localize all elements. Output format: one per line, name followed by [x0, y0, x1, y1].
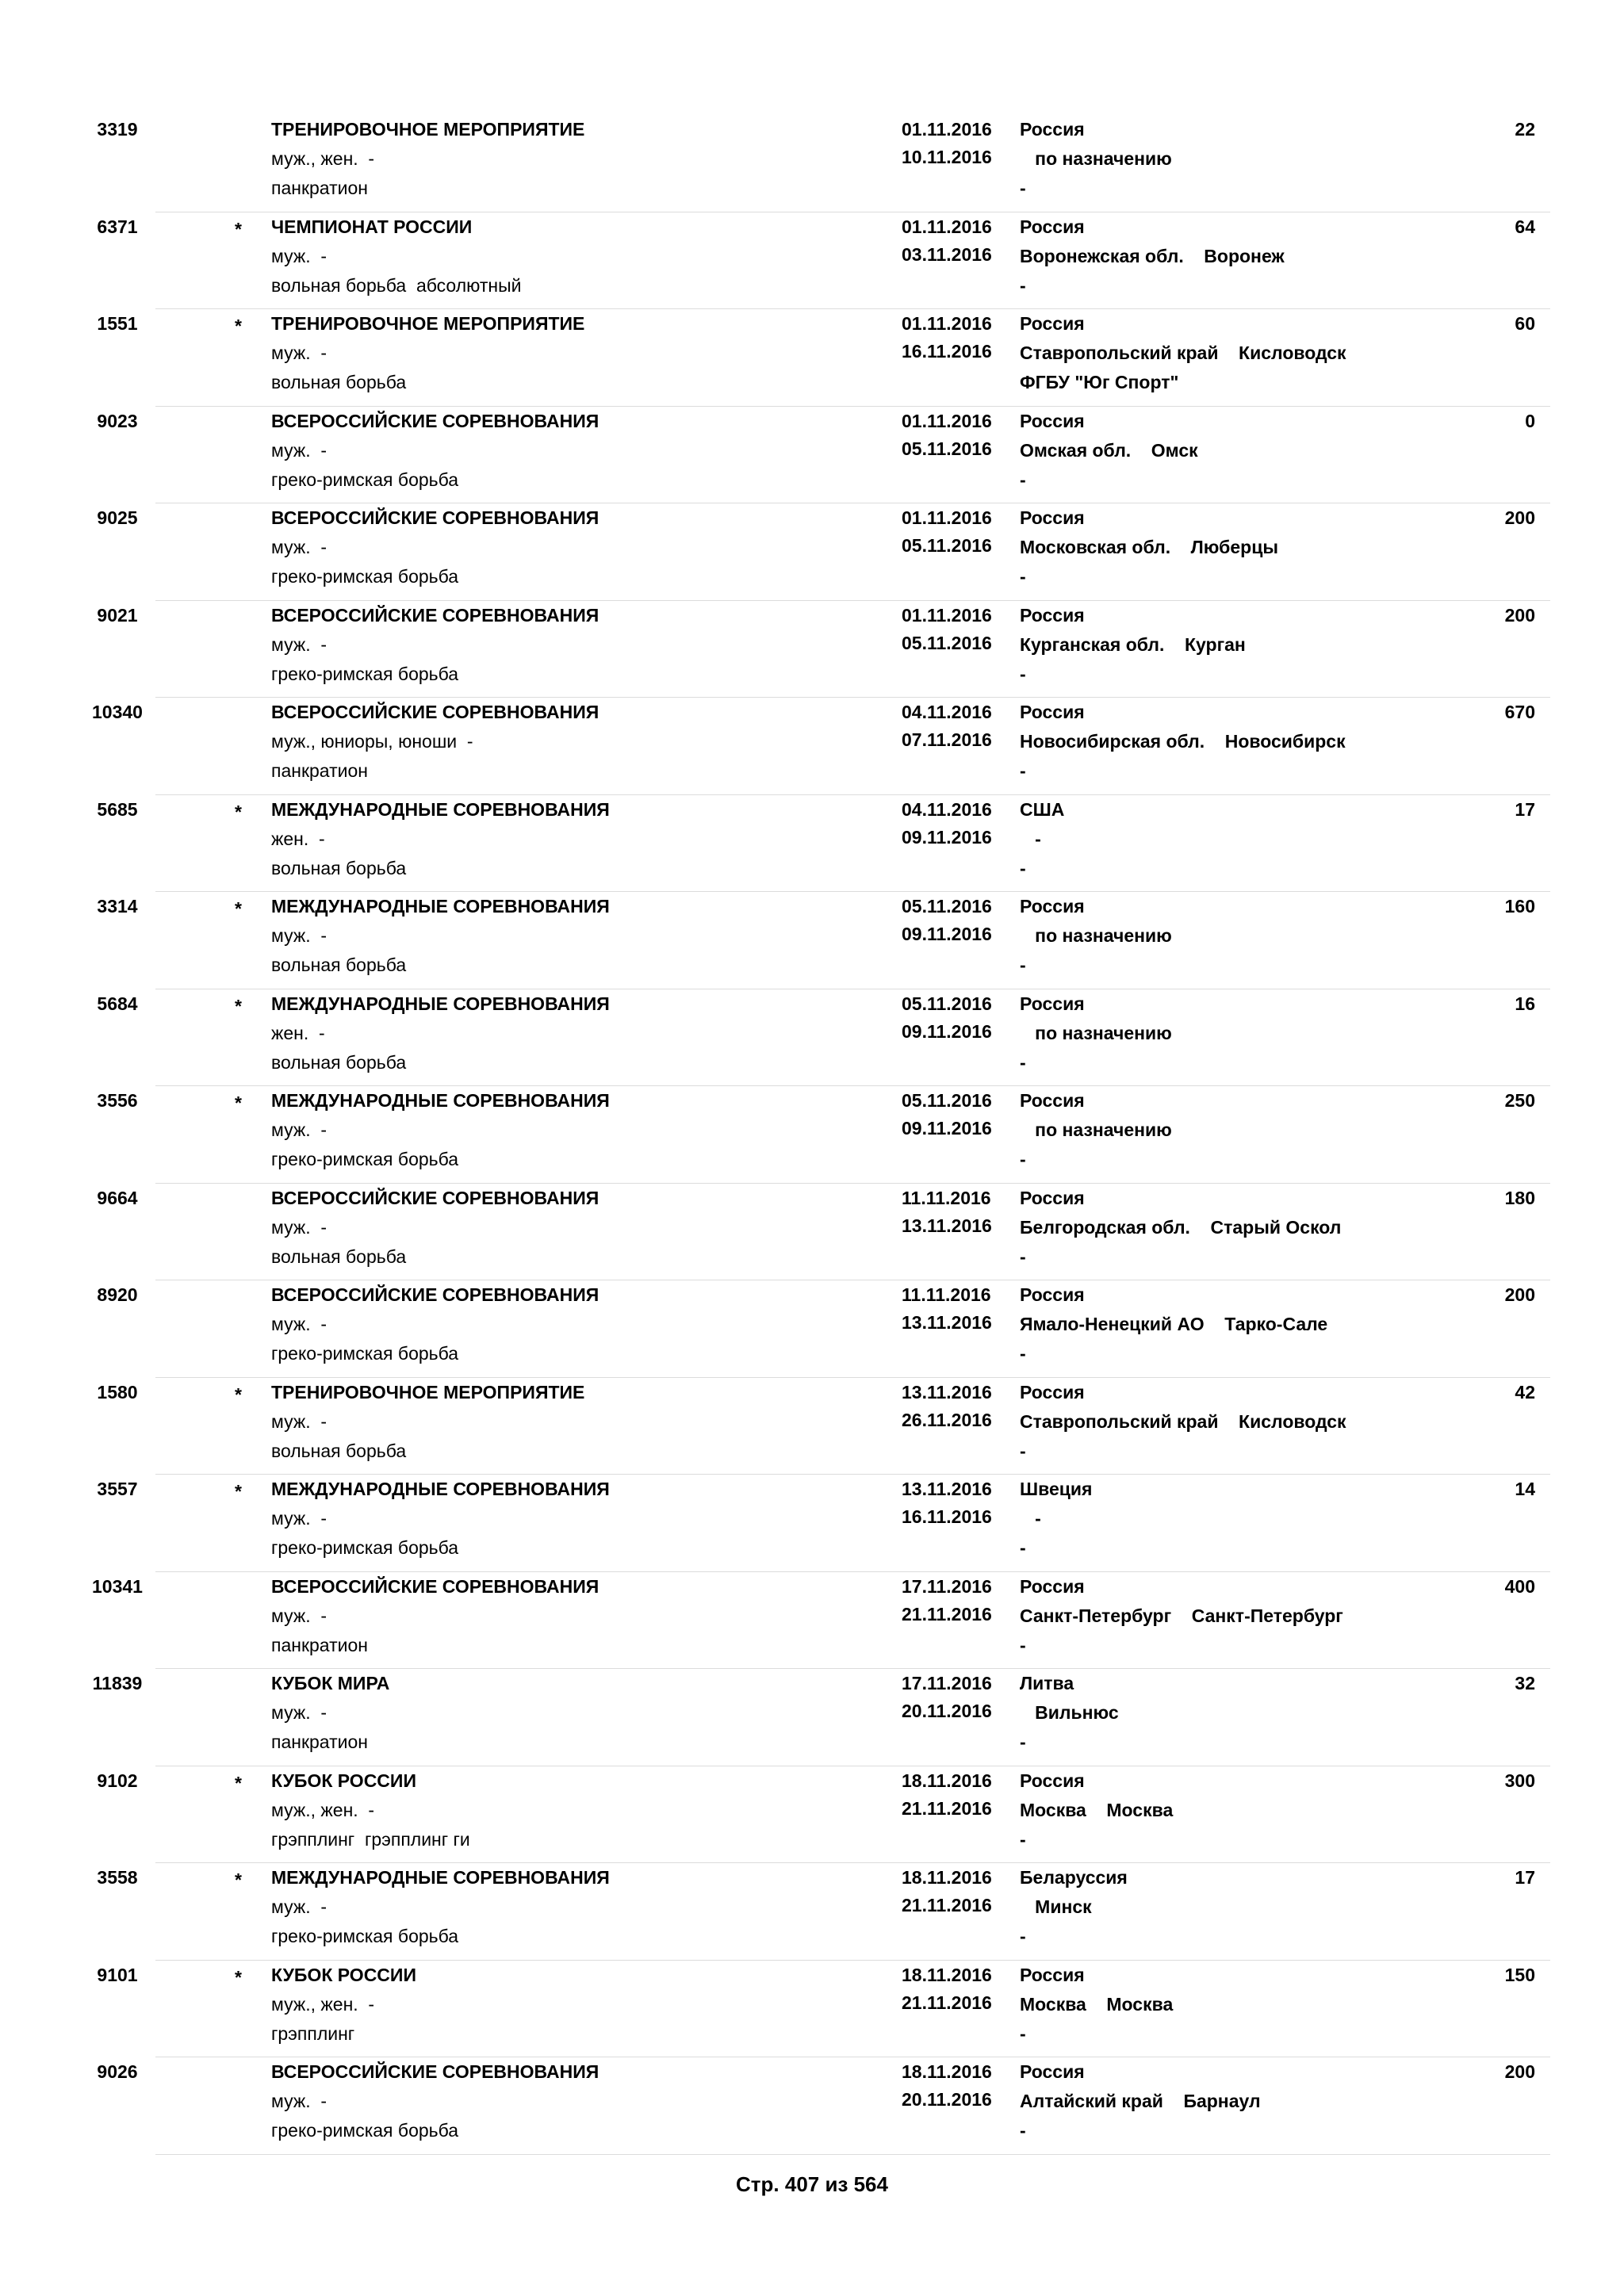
- event-title: МЕЖДУНАРОДНЫЕ СОРЕВНОВАНИЯ: [271, 896, 610, 916]
- event-end-date: 21.11.2016: [902, 1797, 992, 1819]
- event-location: Курганская обл. Курган: [1020, 633, 1246, 655]
- event-discipline: вольная борьба абсолютный: [271, 274, 522, 296]
- event-country: Россия: [1020, 993, 1085, 1014]
- event-end-date: 13.11.2016: [902, 1215, 992, 1236]
- event-discipline: грэпплинг грэпплинг ги: [271, 1828, 470, 1850]
- event-participant-count: 16: [1515, 993, 1535, 1014]
- event-participant-count: 200: [1504, 1284, 1535, 1305]
- table-row: [97, 795, 1550, 893]
- event-country: США: [1020, 798, 1065, 820]
- event-end-date: 26.11.2016: [902, 1409, 992, 1430]
- event-title: МЕЖДУНАРОДНЫЕ СОРЕВНОВАНИЯ: [271, 993, 610, 1014]
- event-participants: муж. -: [271, 1314, 327, 1334]
- event-participant-count: 22: [1515, 119, 1535, 140]
- event-participants: муж. -: [271, 342, 327, 363]
- event-participants: муж., жен. -: [271, 148, 375, 169]
- event-country: Россия: [1020, 1964, 1085, 1985]
- event-country: Россия: [1020, 216, 1085, 237]
- table-row: [92, 1669, 1550, 1766]
- event-participants: муж., юниоры, юноши -: [271, 731, 473, 752]
- event-start-date: 17.11.2016: [902, 1575, 992, 1597]
- event-start-date: 11.11.2016: [902, 1187, 991, 1208]
- event-end-date: 09.11.2016: [902, 924, 992, 944]
- event-organizer: -: [1020, 1051, 1026, 1073]
- event-number: 9021: [97, 604, 138, 626]
- event-participant-count: 17: [1515, 798, 1535, 820]
- event-title: МЕЖДУНАРОДНЫЕ СОРЕВНОВАНИЯ: [271, 1479, 610, 1499]
- event-country: Швеция: [1020, 1479, 1093, 1499]
- event-location: Санкт-Петербург Санкт-Петербург: [1020, 1605, 1343, 1626]
- event-title: ВСЕРОССИЙСКИЕ СОРЕВНОВАНИЯ: [271, 2061, 599, 2082]
- event-title: ТРЕНИРОВОЧНОЕ МЕРОПРИЯТИЕ: [271, 119, 585, 140]
- event-title: ТРЕНИРОВОЧНОЕ МЕРОПРИЯТИЕ: [271, 313, 585, 334]
- event-number: 3558: [97, 1867, 138, 1888]
- event-location: по назначению: [1020, 148, 1172, 169]
- event-location: -: [1020, 828, 1041, 849]
- event-number: 6371: [97, 216, 138, 237]
- table-row: [97, 1961, 1550, 2058]
- event-participant-count: 250: [1504, 1090, 1535, 1111]
- event-number: 9026: [97, 2061, 138, 2082]
- event-location: Белгородская обл. Старый Оскол: [1020, 1216, 1342, 1238]
- event-discipline: вольная борьба: [271, 1246, 407, 1267]
- event-country: Россия: [1020, 507, 1085, 528]
- event-organizer: -: [1020, 1634, 1026, 1655]
- event-number: 1580: [97, 1381, 138, 1402]
- event-organizer: -: [1020, 1149, 1026, 1169]
- event-organizer: -: [1020, 1440, 1026, 1461]
- event-start-date: 11.11.2016: [902, 1284, 991, 1305]
- event-end-date: 09.11.2016: [902, 826, 992, 848]
- table-row: [92, 1572, 1550, 1670]
- event-organizer: -: [1020, 857, 1026, 878]
- event-end-date: 21.11.2016: [902, 1992, 992, 2013]
- event-location: Минск: [1020, 1896, 1092, 1917]
- event-title: ВСЕРОССИЙСКИЕ СОРЕВНОВАНИЯ: [271, 410, 599, 431]
- event-end-date: 03.11.2016: [902, 243, 992, 265]
- event-location: по назначению: [1020, 1119, 1172, 1140]
- event-star-marker: *: [235, 218, 242, 239]
- table-row: [92, 698, 1550, 795]
- event-end-date: 10.11.2016: [902, 147, 992, 167]
- event-organizer: ФГБУ "Юг Спорт": [1020, 372, 1179, 392]
- event-participants: муж. -: [271, 1896, 327, 1917]
- event-end-date: 05.11.2016: [902, 632, 992, 653]
- event-end-date: 05.11.2016: [902, 438, 992, 459]
- event-start-date: 18.11.2016: [902, 1867, 992, 1888]
- event-participant-count: 0: [1525, 410, 1535, 431]
- event-participants: муж. -: [271, 1216, 327, 1238]
- event-title: КУБОК РОССИИ: [271, 1770, 416, 1791]
- event-discipline: вольная борьба: [271, 1051, 407, 1073]
- event-start-date: 13.11.2016: [902, 1479, 992, 1499]
- event-title: ВСЕРОССИЙСКИЕ СОРЕВНОВАНИЯ: [271, 1187, 599, 1208]
- event-start-date: 18.11.2016: [902, 2061, 992, 2082]
- event-organizer: -: [1020, 760, 1026, 781]
- event-number: 9101: [97, 1964, 138, 1985]
- event-country: Россия: [1020, 1284, 1085, 1305]
- event-end-date: 16.11.2016: [902, 1506, 992, 1527]
- event-participants: муж., жен. -: [271, 1993, 375, 2015]
- event-participants: муж. -: [271, 2091, 327, 2111]
- event-discipline: панкратион: [271, 760, 368, 781]
- event-title: КУБОК РОССИИ: [271, 1964, 416, 1985]
- event-discipline: греко-римская борьба: [271, 469, 459, 490]
- event-country: Россия: [1020, 1770, 1085, 1791]
- event-number: 9023: [97, 410, 138, 431]
- event-organizer: -: [1020, 1537, 1026, 1558]
- event-country: Россия: [1020, 702, 1085, 722]
- event-discipline: грэпплинг: [271, 2022, 355, 2044]
- page-number: Стр. 407 из 564: [736, 2172, 888, 2196]
- event-organizer: -: [1020, 566, 1026, 587]
- event-star-marker: *: [235, 995, 242, 1016]
- event-participant-count: 160: [1504, 896, 1535, 916]
- event-country: Литва: [1020, 1673, 1074, 1693]
- event-number: 10341: [92, 1575, 143, 1597]
- event-country: Беларуссия: [1020, 1867, 1128, 1888]
- event-title: ТРЕНИРОВОЧНОЕ МЕРОПРИЯТИЕ: [271, 1381, 585, 1402]
- event-location: Новосибирская обл. Новосибирск: [1020, 731, 1346, 752]
- event-number: 11839: [92, 1673, 143, 1693]
- event-participant-count: 64: [1515, 216, 1535, 237]
- event-country: Россия: [1020, 604, 1085, 626]
- event-country: Россия: [1020, 2061, 1085, 2082]
- event-start-date: 18.11.2016: [902, 1964, 992, 1985]
- event-participant-count: 670: [1504, 702, 1535, 722]
- event-location: Воронежская обл. Воронеж: [1020, 245, 1285, 266]
- table-row: [97, 212, 1550, 310]
- event-organizer: -: [1020, 1926, 1026, 1946]
- event-title: МЕЖДУНАРОДНЫЕ СОРЕВНОВАНИЯ: [271, 1090, 610, 1111]
- event-participants: муж. -: [271, 633, 327, 655]
- event-country: Россия: [1020, 119, 1085, 140]
- event-discipline: вольная борьба: [271, 955, 407, 975]
- event-discipline: панкратион: [271, 1732, 368, 1752]
- event-participant-count: 300: [1504, 1770, 1535, 1791]
- event-start-date: 18.11.2016: [902, 1770, 992, 1791]
- event-number: 3314: [97, 896, 138, 916]
- event-participants: муж. -: [271, 537, 327, 557]
- table-row: [97, 989, 1550, 1087]
- event-location: Ставропольский край Кисловодск: [1020, 342, 1346, 363]
- event-star-marker: *: [235, 1869, 242, 1890]
- event-location: по назначению: [1020, 925, 1172, 946]
- event-participant-count: 17: [1515, 1867, 1535, 1888]
- event-number: 3557: [97, 1479, 138, 1499]
- event-start-date: 01.11.2016: [902, 604, 992, 626]
- event-title: МЕЖДУНАРОДНЫЕ СОРЕВНОВАНИЯ: [271, 1867, 610, 1888]
- event-number: 9664: [97, 1187, 138, 1208]
- event-country: Россия: [1020, 313, 1085, 334]
- event-participant-count: 200: [1504, 507, 1535, 528]
- event-country: Россия: [1020, 410, 1085, 431]
- event-location: Ямало-Ненецкий АО Тарко-Сале: [1020, 1314, 1328, 1334]
- event-country: Россия: [1020, 1381, 1085, 1402]
- event-participants: муж. -: [271, 1410, 327, 1432]
- event-country: Россия: [1020, 1575, 1085, 1597]
- event-participants: муж. -: [271, 1508, 327, 1529]
- table-row: [97, 309, 1550, 407]
- event-participant-count: 150: [1504, 1964, 1535, 1985]
- event-discipline: греко-римская борьба: [271, 1149, 459, 1169]
- event-title: КУБОК МИРА: [271, 1673, 390, 1693]
- event-title: ВСЕРОССИЙСКИЕ СОРЕВНОВАНИЯ: [271, 702, 599, 722]
- event-star-marker: *: [235, 1481, 242, 1502]
- event-star-marker: *: [235, 801, 242, 822]
- event-start-date: 05.11.2016: [902, 896, 992, 916]
- table-row: [97, 503, 1550, 601]
- table-row: [97, 601, 1550, 698]
- event-discipline: греко-римская борьба: [271, 1537, 459, 1558]
- event-start-date: 01.11.2016: [902, 313, 992, 334]
- table-row: [97, 115, 1550, 212]
- event-country: Россия: [1020, 1090, 1085, 1111]
- event-number: 8920: [97, 1284, 138, 1305]
- event-participants: муж. -: [271, 1119, 327, 1140]
- event-start-date: 01.11.2016: [902, 410, 992, 431]
- event-discipline: греко-римская борьба: [271, 2120, 459, 2141]
- event-number: 5685: [97, 798, 138, 820]
- event-title: ЧЕМПИОНАТ РОССИИ: [271, 216, 473, 237]
- event-participant-count: 200: [1504, 2061, 1535, 2082]
- event-participant-count: 32: [1515, 1673, 1535, 1693]
- event-number: 9025: [97, 507, 138, 528]
- event-end-date: 16.11.2016: [902, 341, 992, 362]
- event-participants: муж. -: [271, 1702, 327, 1723]
- event-number: 5684: [97, 993, 138, 1014]
- event-participants: муж., жен. -: [271, 1799, 375, 1820]
- events-table: [0, 115, 1624, 2155]
- event-number: 1551: [97, 313, 138, 334]
- event-participant-count: 200: [1504, 604, 1535, 626]
- event-end-date: 05.11.2016: [902, 535, 992, 556]
- event-end-date: 20.11.2016: [902, 2089, 992, 2110]
- event-organizer: -: [1020, 1246, 1026, 1267]
- event-participants: муж. -: [271, 439, 327, 461]
- table-row: [97, 407, 1550, 504]
- event-title: ВСЕРОССИЙСКИЕ СОРЕВНОВАНИЯ: [271, 604, 599, 626]
- event-participants: жен. -: [271, 828, 325, 849]
- event-participant-count: 180: [1504, 1187, 1535, 1208]
- event-participant-count: 60: [1515, 313, 1535, 334]
- event-title: ВСЕРОССИЙСКИЕ СОРЕВНОВАНИЯ: [271, 1575, 599, 1597]
- event-country: Россия: [1020, 896, 1085, 916]
- event-star-marker: *: [235, 1966, 242, 1988]
- event-discipline: вольная борьба: [271, 372, 407, 392]
- event-number: 9102: [97, 1770, 138, 1791]
- event-organizer: -: [1020, 1343, 1026, 1364]
- event-location: Москва Москва: [1020, 1993, 1174, 2015]
- event-organizer: -: [1020, 274, 1026, 296]
- event-start-date: 17.11.2016: [902, 1673, 992, 1693]
- table-row: [97, 1475, 1550, 1572]
- event-discipline: панкратион: [271, 1634, 368, 1655]
- table-row: [97, 892, 1550, 989]
- event-participants: муж. -: [271, 1605, 327, 1626]
- event-location: Омская обл. Омск: [1020, 439, 1198, 461]
- event-number: 10340: [92, 702, 143, 722]
- event-end-date: 09.11.2016: [902, 1118, 992, 1138]
- table-row: [97, 1766, 1550, 1864]
- event-organizer: -: [1020, 955, 1026, 975]
- event-title: ВСЕРОССИЙСКИЕ СОРЕВНОВАНИЯ: [271, 1284, 599, 1305]
- event-location: Алтайский край Барнаул: [1020, 2091, 1261, 2111]
- event-star-marker: *: [235, 898, 242, 919]
- event-location: Московская обл. Люберцы: [1020, 537, 1278, 557]
- event-organizer: -: [1020, 663, 1026, 684]
- event-organizer: -: [1020, 1828, 1026, 1850]
- event-title: МЕЖДУНАРОДНЫЕ СОРЕВНОВАНИЯ: [271, 798, 610, 820]
- event-organizer: -: [1020, 2120, 1026, 2141]
- event-participants: муж. -: [271, 245, 327, 266]
- table-row: [97, 1378, 1550, 1475]
- event-start-date: 04.11.2016: [902, 798, 992, 820]
- table-row: [97, 1086, 1550, 1184]
- event-discipline: панкратион: [271, 178, 368, 198]
- event-star-marker: *: [235, 1383, 242, 1405]
- event-discipline: греко-римская борьба: [271, 566, 459, 587]
- event-end-date: 21.11.2016: [902, 1603, 992, 1624]
- event-start-date: 01.11.2016: [902, 507, 992, 528]
- event-start-date: 01.11.2016: [902, 216, 992, 237]
- table-row: [97, 2057, 1550, 2155]
- event-organizer: -: [1020, 1732, 1026, 1752]
- event-number: 3319: [97, 119, 138, 140]
- event-end-date: 20.11.2016: [902, 1701, 992, 1721]
- event-end-date: 09.11.2016: [902, 1020, 992, 1042]
- event-organizer: -: [1020, 2022, 1026, 2044]
- table-row: [97, 1280, 1550, 1378]
- event-end-date: 13.11.2016: [902, 1312, 992, 1333]
- event-title: ВСЕРОССИЙСКИЕ СОРЕВНОВАНИЯ: [271, 507, 599, 528]
- event-discipline: греко-римская борьба: [271, 1926, 459, 1946]
- table-row: [97, 1184, 1550, 1281]
- event-discipline: вольная борьба: [271, 857, 407, 878]
- table-row: [97, 1863, 1550, 1961]
- event-location: по назначению: [1020, 1022, 1172, 1043]
- event-discipline: вольная борьба: [271, 1440, 407, 1461]
- event-star-marker: *: [235, 1772, 242, 1793]
- event-participant-count: 42: [1515, 1381, 1535, 1402]
- event-start-date: 05.11.2016: [902, 1090, 992, 1111]
- event-participant-count: 400: [1504, 1575, 1535, 1597]
- event-location: Ставропольский край Кисловодск: [1020, 1410, 1346, 1432]
- event-end-date: 21.11.2016: [902, 1895, 992, 1915]
- event-discipline: греко-римская борьба: [271, 1343, 459, 1364]
- event-location: -: [1020, 1508, 1041, 1529]
- event-participants: муж. -: [271, 925, 327, 946]
- event-location: Москва Москва: [1020, 1799, 1174, 1820]
- event-star-marker: *: [235, 316, 242, 336]
- event-organizer: -: [1020, 469, 1026, 490]
- event-organizer: -: [1020, 178, 1026, 198]
- event-end-date: 07.11.2016: [902, 729, 992, 750]
- event-discipline: греко-римская борьба: [271, 663, 459, 684]
- event-participant-count: 14: [1515, 1479, 1535, 1499]
- event-start-date: 13.11.2016: [902, 1381, 992, 1402]
- event-start-date: 01.11.2016: [902, 119, 992, 140]
- event-start-date: 04.11.2016: [902, 702, 992, 722]
- event-start-date: 05.11.2016: [902, 993, 992, 1014]
- event-location: Вильнюс: [1020, 1702, 1119, 1723]
- event-country: Россия: [1020, 1187, 1085, 1208]
- event-participants: жен. -: [271, 1022, 325, 1043]
- event-number: 3556: [97, 1090, 138, 1111]
- event-star-marker: *: [235, 1093, 242, 1113]
